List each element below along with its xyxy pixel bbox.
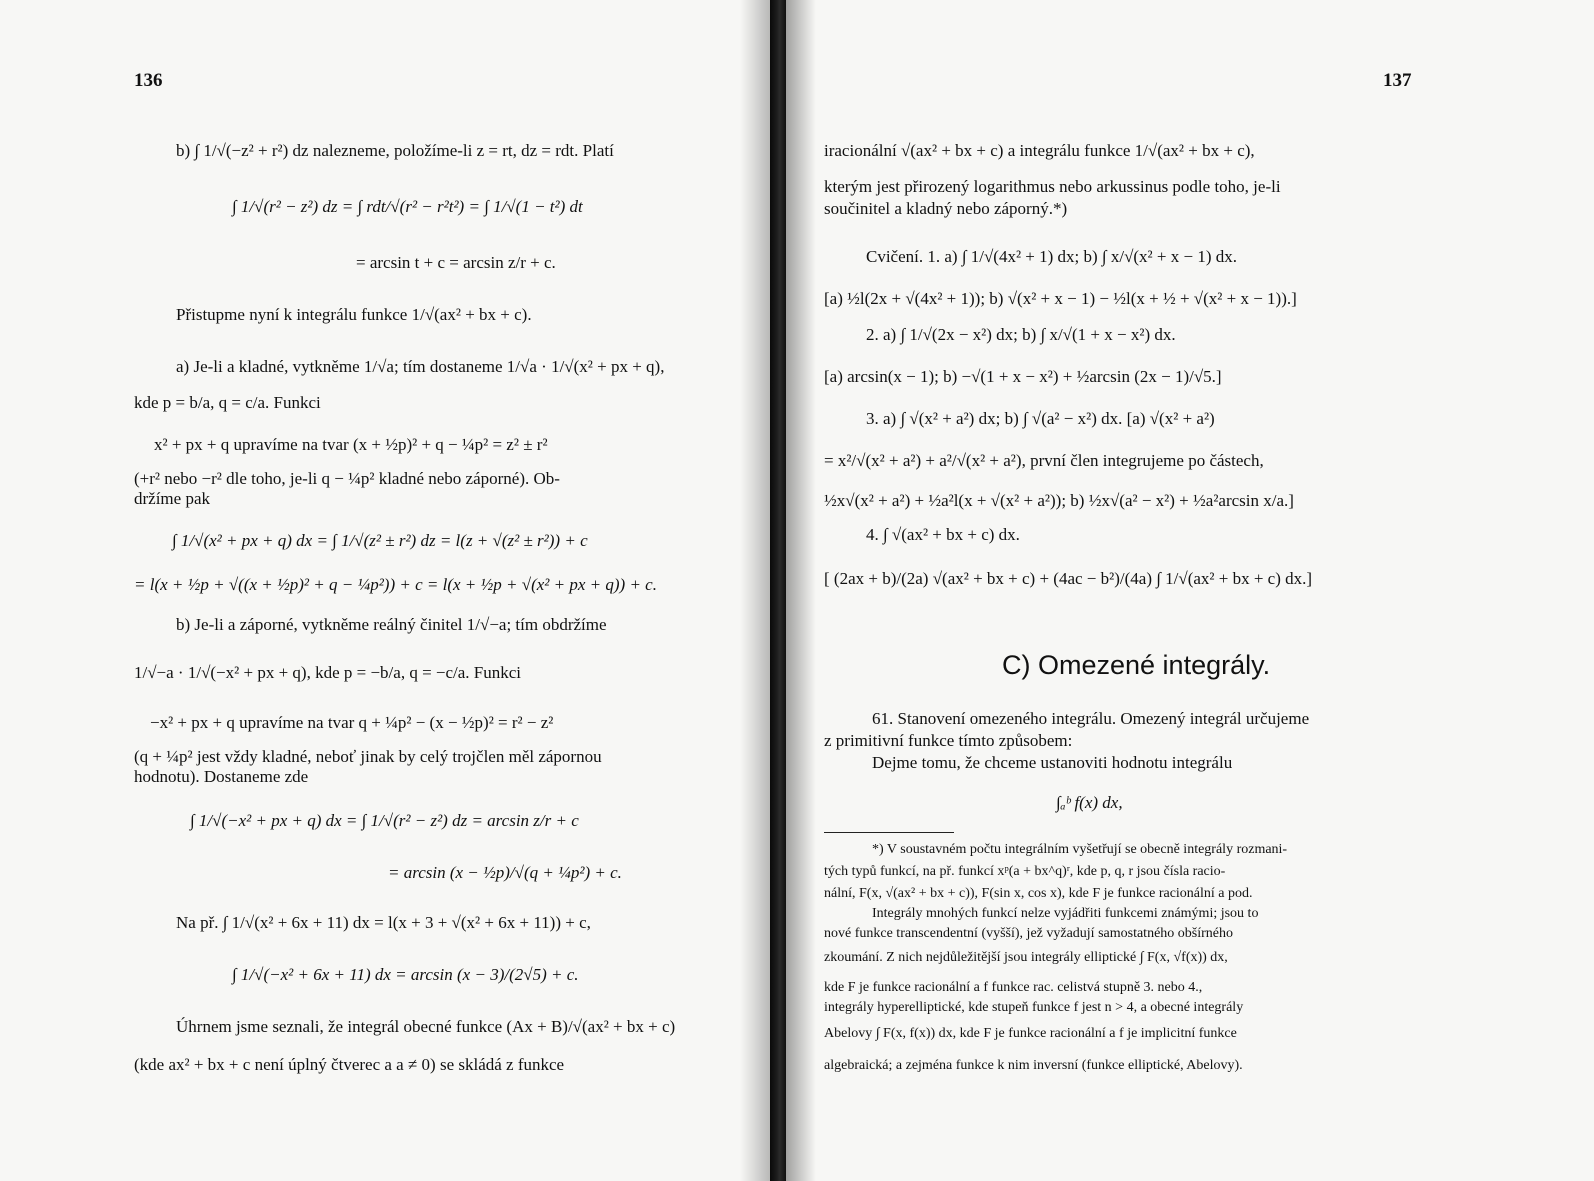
formula-line: ∫ 1/√(r² − z²) dz = ∫ rdt/√(r² − r²t²) = ∫ 1/√(1 − t²) dt (232, 197, 583, 216)
formula-line: ∫ 1/√(x² + px + q) dx = ∫ 1/√(z² ± r²) dz = l(z + √(z² ± r²)) + c (172, 531, 588, 550)
formula-line: ∫ 1/√(−x² + 6x + 11) dx = arcsin (x − 3)/(2√5) + c. (232, 965, 579, 984)
formula-line: = l(x + ½p + √((x + ½p)² + q − ¼p²)) + c = l(x + ½p + √(x² + px + q)) + c. (134, 575, 657, 594)
text-line: kterým jest přirozený logarithmus nebo arkussinus podle toho, je-li (824, 177, 1281, 196)
paragraph-line: Dejme tomu, že chceme ustanoviti hodnotu integrálu (872, 753, 1233, 772)
text-line: (q + ¼p² jest vždy kladné, neboť jinak by celý trojčlen měl zápornou (134, 747, 602, 766)
exercise-line: [a) ½l(2x + √(4x² + 1)); b) √(x² + x − 1) − ½l(x + ½ + √(x² + x − 1)).] (824, 289, 1297, 308)
footnote-line: tých typů funkcí, na př. funkcí xᵖ(a + bx^q)ʳ, kde p, q, r jsou čísla racio- (824, 864, 1226, 879)
footnote-line: nové funkce transcendentní (vyšší), jež vyžadují samostatného obšírného (824, 926, 1233, 941)
text-line: Přistupme nyní k integrálu funkce 1/√(ax² + bx + c). (176, 305, 532, 324)
text-line: iracionální √(ax² + bx + c) a integrálu funkce 1/√(ax² + bx + c), (824, 141, 1255, 160)
formula-line: −x² + px + q upravíme na tvar q + ¼p² − (x − ½p)² = r² − z² (150, 713, 554, 732)
paragraph-line: z primitivní funkce tímto způsobem: (824, 731, 1073, 750)
text-line: b) Je-li a záporné, vytkněme reálný činitel 1/√−a; tím obdržíme (176, 615, 607, 634)
text-line: hodnotu). Dostaneme zde (134, 767, 309, 786)
formula-line: ∫ 1/√(−x² + px + q) dx = ∫ 1/√(r² − z²) dz = arcsin z/r + c (190, 811, 579, 830)
exercise-line: ½x√(x² + a²) + ½a²l(x + √(x² + a²)); b) ½x√(a² − x²) + ½a²arcsin x/a.] (824, 491, 1294, 510)
footnote-line: *) V soustavném počtu integrálním vyšetřují se obecně integrály rozmani- (872, 842, 1288, 857)
formula-line: x² + px + q upravíme na tvar (x + ½p)² + q − ¼p² = z² ± r² (154, 435, 548, 454)
exercise-line: Cvičení. 1. a) ∫ 1/√(4x² + 1) dx; b) ∫ x/√(x² + x − 1) dx. (866, 247, 1237, 266)
right-page-number: 137 (1383, 70, 1412, 91)
exercise-line: 3. a) ∫ √(x² + a²) dx; b) ∫ √(a² − x²) dx. [a) √(x² + a²) (866, 409, 1215, 428)
text-line: (+r² nebo −r² dle toho, je-li q − ¼p² kladné nebo záporné). Ob- (134, 469, 560, 488)
right-page-gutter-shadow (786, 0, 816, 1181)
exercise-line: [a) arcsin(x − 1); b) −√(1 + x − x²) + ½arcsin (2x − 1)/√5.] (824, 367, 1222, 386)
paragraph-line: 61. Stanovení omezeného integrálu. Omezený integrál určujeme (872, 709, 1310, 728)
left-page-gutter-shadow (740, 0, 770, 1181)
formula-line: = arcsin (x − ½p)/√(q + ¼p²) + c. (388, 863, 622, 882)
footnote-line: integrály hyperelliptické, kde stupeň funkce f jest n > 4, a obecné integrály (824, 1000, 1244, 1015)
formula-line: Na př. ∫ 1/√(x² + 6x + 11) dx = l(x + 3 + √(x² + 6x + 11)) + c, (176, 913, 591, 932)
left-page (0, 0, 770, 1181)
text-line: b) ∫ 1/√(−z² + r²) dz nalezneme, položíme-li z = rt, dz = rdt. Platí (176, 141, 614, 160)
footnote-line: kde F je funkce racionální a f funkce rac. celistvá stupně 3. nebo 4., (824, 980, 1203, 995)
text-line: Úhrnem jsme seznali, že integrál obecné funkce (Ax + B)/√(ax² + bx + c) (176, 1017, 676, 1036)
footnote-line: zkoumání. Z nich nejdůležitější jsou integrály elliptické ∫ F(x, √f(x)) dx, (824, 950, 1228, 965)
footnote-rule (824, 832, 954, 833)
text-line: držíme pak (134, 489, 210, 508)
text-line: kde p = b/a, q = c/a. Funkci (134, 393, 321, 412)
text-line: součinitel a kladný nebo záporný.*) (824, 199, 1068, 218)
formula-line: 1/√−a · 1/√(−x² + px + q), kde p = −b/a, q = −c/a. Funkci (134, 663, 522, 682)
footnote-line: nální, F(x, √(ax² + bx + c)), F(sin x, cos x), kde F je funkce racionální a pod. (824, 886, 1253, 901)
text-line: a) Je-li a kladné, vytkněme 1/√a; tím dostaneme 1/√a · 1/√(x² + px + q), (176, 357, 665, 376)
footnote-line: algebraická; a zejména funkce k nim inversní (funkce elliptické, Abelovy). (824, 1058, 1243, 1073)
section-heading: C) Omezené integrály. (1002, 650, 1271, 680)
right-page (786, 0, 1594, 1181)
text-line: (kde ax² + bx + c není úplný čtverec a a ≠ 0) se skládá z funkce (134, 1055, 565, 1074)
formula-line: = arcsin t + c = arcsin z/r + c. (356, 253, 556, 272)
exercise-line: [ (2ax + b)/(2a) √(ax² + bx + c) + (4ac − b²)/(4a) ∫ 1/√(ax² + bx + c) dx.] (824, 569, 1313, 588)
integral-display: ∫ₐᵇ f(x) dx, (1056, 793, 1123, 812)
exercise-line: 2. a) ∫ 1/√(2x − x²) dx; b) ∫ x/√(1 + x − x²) dx. (866, 325, 1176, 344)
footnote-line: Abelovy ∫ F(x, f(x)) dx, kde F je funkce racionální a f je implicitní funkce (824, 1026, 1237, 1041)
left-page-number: 136 (134, 70, 163, 91)
book-spine (770, 0, 786, 1181)
footnote-line: Integrály mnohých funkcí nelze vyjádřiti funkcemi známými; jsou to (872, 906, 1259, 921)
exercise-line: 4. ∫ √(ax² + bx + c) dx. (866, 525, 1020, 544)
exercise-line: = x²/√(x² + a²) + a²/√(x² + a²), první člen integrujeme po částech, (824, 451, 1264, 470)
